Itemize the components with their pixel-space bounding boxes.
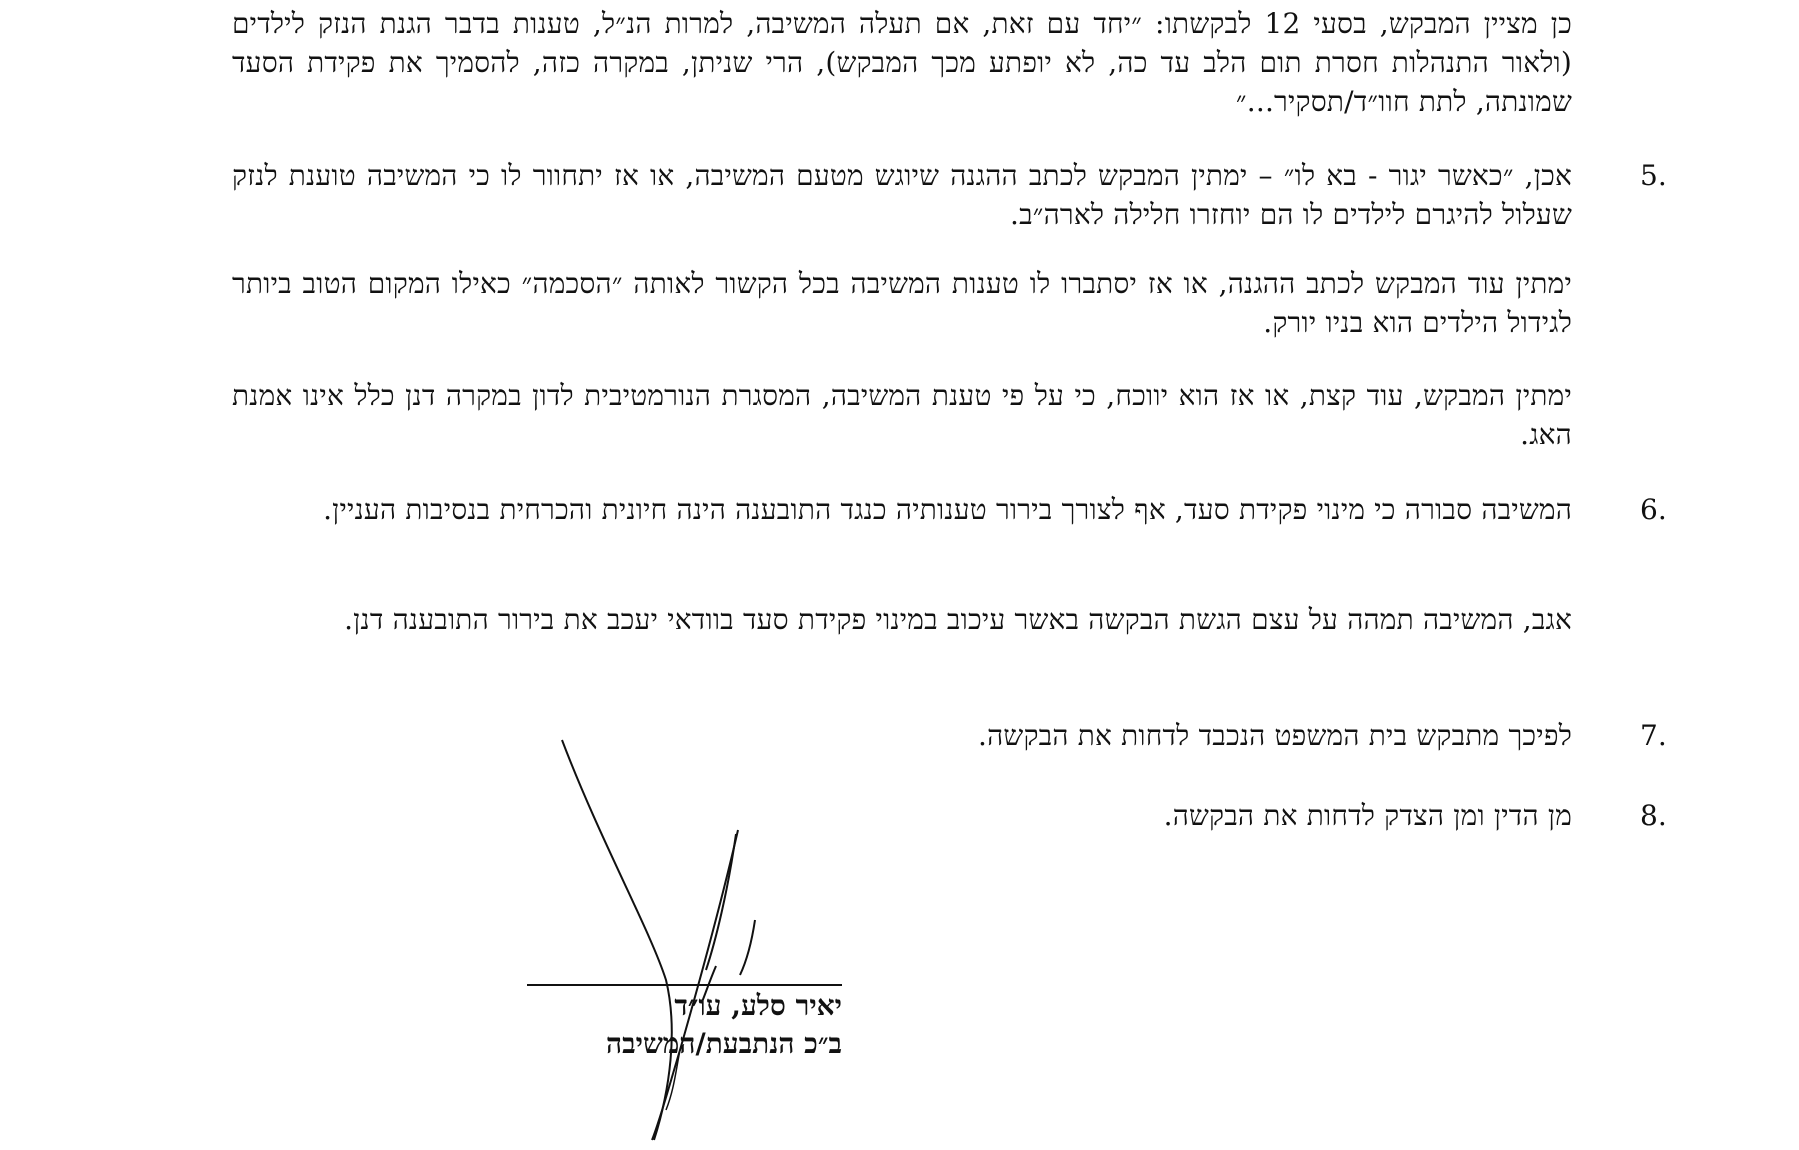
- signer-name: יאיר סלע, עו״ד: [674, 989, 842, 1022]
- paragraph-8: מן הדין ומן הצדק לדחות את הבקשה.: [1163, 799, 1572, 832]
- paragraph-5-cont-2: ימתין המבקש, עוד קצת, או אז הוא יווכח, כי על פי טענת המשיבה, המסגרת הנורמטיבית לדון במקרה דנן כלל אינו אמנת האג.: [232, 379, 1572, 451]
- paragraph-6-cont: אגב, המשיבה תמהה על עצם הגשת הבקשה באשר עיכוב במינוי פקידת סעד בוודאי יעכב את בירור התובענה דנן.: [344, 603, 1572, 636]
- paragraph-number-7: 7.: [1640, 719, 1667, 752]
- paragraph-5-cont-1: ימתין עוד המבקש לכתב ההגנה, או אז יסתברו לו טענות המשיבה בכל הקשור לאותה ״הסכמה״ כאילו המקום הטוב ביותר לגידול הילדים הוא בניו יורק.: [232, 267, 1572, 339]
- paragraph-5: אכן, ״כאשר יגור - בא לו״ – ימתין המבקש לכתב ההגנה שיוגש מטעם המשיבה, או אז יתחוור לו כי המשיבה טוענת לנזק שעלול להיגרם לילדים לו הם יוחזרו חלילה לארה״ב.: [232, 159, 1572, 231]
- paragraph-number-5: 5.: [1640, 159, 1667, 192]
- signature-line: [527, 984, 842, 986]
- paragraph-6: המשיבה סבורה כי מינוי פקידת סעד, אף לצורך בירור טענותיה כנגד התובענה הינה חיונית והכרחית בנסיבות העניין.: [323, 493, 1572, 526]
- signer-role: ב״כ הנתבעת/המשיבה: [606, 1027, 842, 1060]
- paragraph-number-8: 8.: [1640, 799, 1667, 832]
- handwritten-signature: [540, 730, 800, 1150]
- paragraph-7: לפיכך מתבקש בית המשפט הנכבד לדחות את הבקשה.: [978, 719, 1572, 752]
- paragraph-number-6: 6.: [1640, 493, 1667, 526]
- paragraph-continuation: כן מציין המבקש, בסעי 12 לבקשתו: ״יחד עם זאת, אם תעלה המשיבה, למרות הנ״ל, טענות בדבר הגנת הנזק לילדים (ולאור התנהלות חסרת תום הלב עד כה, לא יופתע מכך המבקש), הרי שניתן, במקרה כזה, להסמיך את פקידת הסעד שמונתה, לתת חוו״ד/תסקיר...״: [232, 7, 1572, 118]
